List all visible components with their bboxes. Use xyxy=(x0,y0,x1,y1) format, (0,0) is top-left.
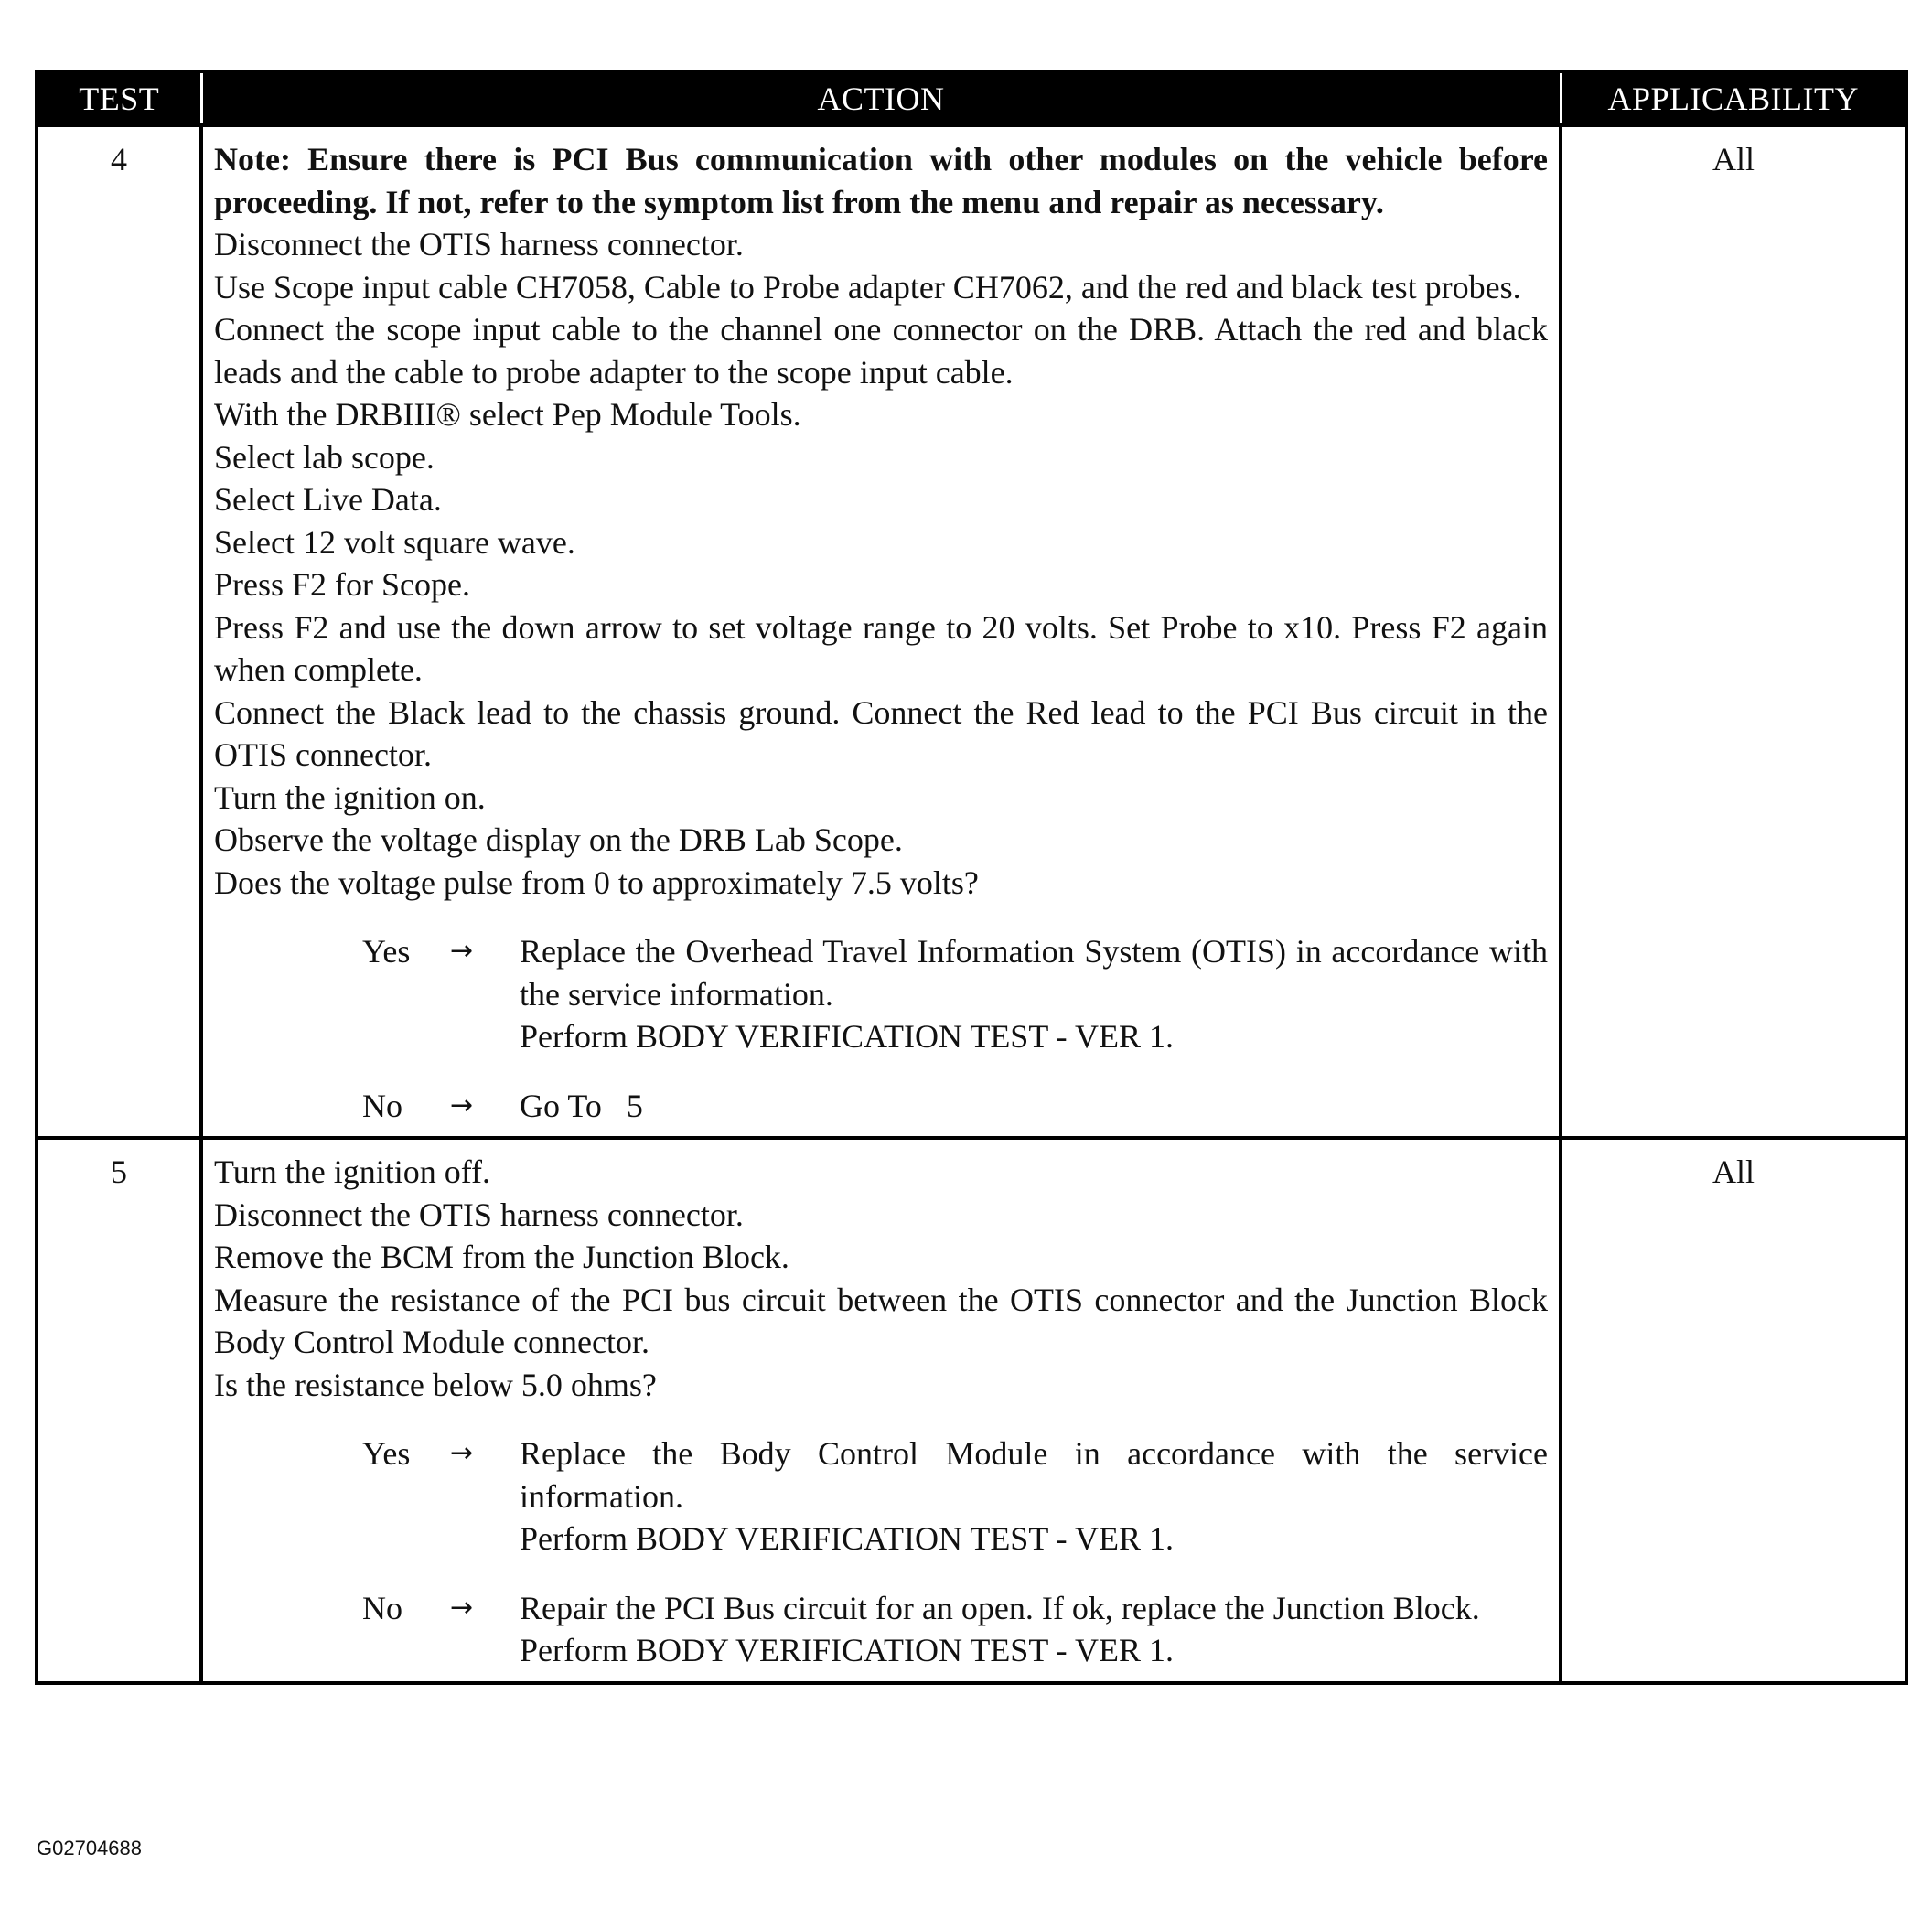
no-label: No xyxy=(362,1589,402,1626)
step-text: Select 12 volt square wave. xyxy=(214,523,575,561)
result-line: Perform BODY VERIFICATION TEST - VER 1. xyxy=(520,1018,1175,1055)
test-number: 4 xyxy=(37,125,201,1138)
result-line: Replace the Body Control Module in accordance with the service information. xyxy=(520,1435,1548,1515)
result-line: Go To 5 xyxy=(520,1087,643,1124)
header-test: TEST xyxy=(37,71,201,125)
yes-branch xyxy=(362,1432,1548,1561)
test-row-5 xyxy=(37,1138,1906,1683)
result-line: Perform BODY VERIFICATION TEST - VER 1. xyxy=(520,1632,1175,1668)
no-result xyxy=(520,1587,1548,1672)
yes-result xyxy=(520,930,1548,1058)
action-cell xyxy=(201,1138,1561,1683)
yes-label: Yes xyxy=(362,1435,411,1472)
result-line: Replace the Overhead Travel Information System (OTIS) in accordance with the service information. xyxy=(520,933,1548,1013)
step-text: With the DRBIII® select Pep Module Tools. xyxy=(214,396,801,433)
header-applicability: APPLICABILITY xyxy=(1561,71,1906,125)
diagnostic-test-sheet xyxy=(35,70,1905,1685)
no-branch xyxy=(362,1085,1548,1128)
step-text: Turn the ignition off. xyxy=(214,1153,491,1190)
step-text: Connect the scope input cable to the channel one connector on the DRB. Attach the red and black leads and the cable to probe adapter to the scope input cable. xyxy=(214,311,1548,391)
question-text: Is the resistance below 5.0 ohms? xyxy=(214,1366,657,1403)
result-line: Repair the PCI Bus circuit for an open. If ok, replace the Junction Block. xyxy=(520,1589,1480,1626)
step-text: Disconnect the OTIS harness connector. xyxy=(214,1196,744,1233)
right-arrow-icon: → xyxy=(450,1089,474,1121)
step-text: Select lab scope. xyxy=(214,438,435,476)
diagnostic-test-table xyxy=(35,70,1908,1685)
no-result xyxy=(520,1085,1548,1128)
result-line: Perform BODY VERIFICATION TEST - VER 1. xyxy=(520,1520,1175,1557)
yes-label: Yes xyxy=(362,933,411,970)
yes-result xyxy=(520,1432,1548,1561)
step-text: Press F2 and use the down arrow to set voltage range to 20 volts. Set Probe to x10. Press F2 again when complete. xyxy=(214,608,1548,688)
step-text: Measure the resistance of the PCI bus circuit between the OTIS connector and the Junction Block Body Control Module connector. xyxy=(214,1281,1548,1360)
yes-branch xyxy=(362,930,1548,1058)
figure-code: G02704688 xyxy=(37,1837,142,1860)
action-cell xyxy=(201,125,1561,1138)
step-text: Remove the BCM from the Junction Block. xyxy=(214,1239,789,1275)
question-text: Does the voltage pulse from 0 to approximately 7.5 volts? xyxy=(214,863,979,901)
step-text: Use Scope input cable CH7058, Cable to Probe adapter CH7062, and the red and black test probes. xyxy=(214,268,1521,306)
test-row-4 xyxy=(37,125,1906,1138)
note-text: Note: Ensure there is PCI Bus communication with other modules on the vehicle before proceeding. If not, refer to the symptom list from the menu and repair as necessary. xyxy=(214,141,1548,220)
right-arrow-icon: → xyxy=(450,1437,474,1469)
test-number: 5 xyxy=(37,1138,201,1683)
step-text: Disconnect the OTIS harness connector. xyxy=(214,226,744,263)
step-text: Turn the ignition on. xyxy=(214,778,486,816)
header-action: ACTION xyxy=(201,71,1561,125)
no-branch xyxy=(362,1587,1548,1672)
right-arrow-icon: → xyxy=(450,935,474,967)
step-text: Press F2 for Scope. xyxy=(214,566,470,603)
step-text: Select Live Data. xyxy=(214,481,442,518)
applicability-value: All xyxy=(1561,1138,1906,1683)
step-text: Observe the voltage display on the DRB Lab Scope. xyxy=(214,821,903,858)
no-label: No xyxy=(362,1087,402,1124)
right-arrow-icon: → xyxy=(450,1591,474,1624)
table-header-row xyxy=(37,71,1906,125)
applicability-value: All xyxy=(1561,125,1906,1138)
step-text: Connect the Black lead to the chassis ground. Connect the Red lead to the PCI Bus circuit in the OTIS connector. xyxy=(214,693,1548,773)
